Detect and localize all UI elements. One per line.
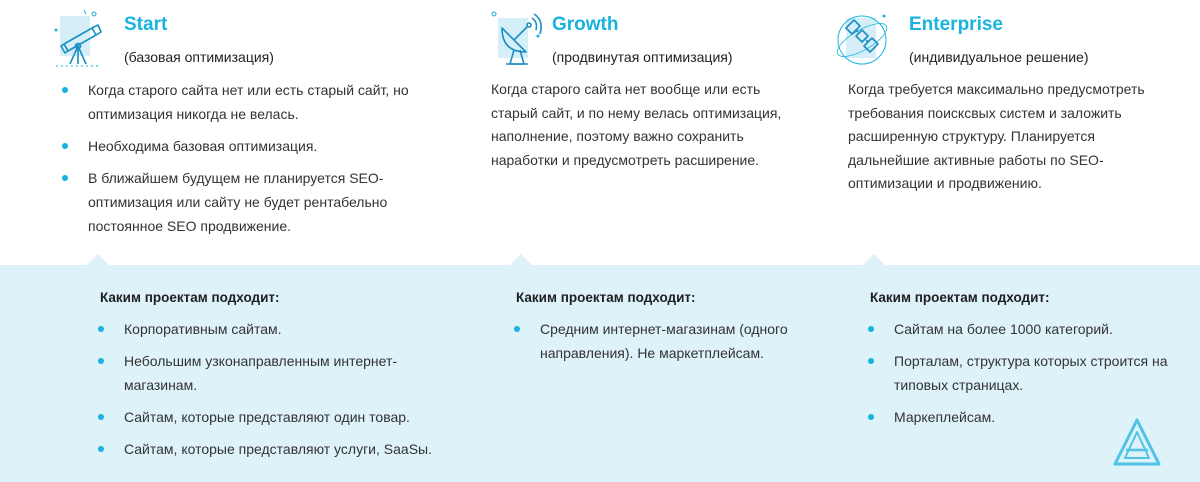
satellite-dish-icon <box>488 6 548 78</box>
plan-enterprise-subtitle: (индивидуальное решение) <box>909 49 1089 65</box>
plan-start-points <box>62 78 442 246</box>
plan-growth-description: Когда старого сайта нет вообще или есть старый сайт, и по нему велась оптимизация, наполнение, поэтому важно сохранить наработки и предусмотреть расширение. <box>491 81 782 168</box>
list-item: Сайтам на более 1000 категорий. <box>868 317 1168 341</box>
list-item: Когда старого сайта нет или есть старый сайт, но оптимизация никогда не велась. <box>62 78 442 126</box>
plan-start-fits <box>98 317 468 469</box>
list-item: Корпоративным сайтам. <box>98 317 468 341</box>
plan-growth-fits <box>514 317 814 373</box>
pointer-notch <box>862 254 886 266</box>
plan-growth-fit-title: Каким проектам подходит: <box>516 290 696 305</box>
plan-start-name: Start <box>124 14 168 35</box>
pointer-notch <box>86 254 110 266</box>
pointer-notch <box>509 254 533 266</box>
triangle-logo-icon <box>1112 416 1162 468</box>
list-item: Порталам, структура которых строится на типовых страницах. <box>868 349 1168 397</box>
list-item: Сайтам, которые представляют услуги, SaaSы. <box>98 437 468 461</box>
list-item: Необходима базовая оптимизация. <box>62 134 442 158</box>
plan-enterprise-name: Enterprise <box>909 14 1003 35</box>
list-item: В ближайшем будущем не планируется SEO-оптимизация или сайту не будет рентабельно постоянное SEO продвижение. <box>62 166 442 238</box>
plan-growth-name: Growth <box>552 14 619 35</box>
satellite-icon <box>832 6 892 78</box>
plan-growth-subtitle: (продвинутая оптимизация) <box>552 49 733 65</box>
list-item: Небольшим узконаправленным интернет-магазинам. <box>98 349 468 397</box>
plan-start-subtitle: (базовая оптимизация) <box>124 49 274 65</box>
telescope-icon <box>48 6 108 78</box>
plan-start-fit-title: Каким проектам подходит: <box>100 290 280 305</box>
list-item: Маркеплейсам. <box>868 405 1168 429</box>
plan-enterprise-description: Когда требуется максимально предусмотреть требования поисксвых систем и заложить расширенную структуру. Планируется дальнейшие активные работы по SEO-оптимизации и продвижению. <box>848 81 1145 191</box>
list-item: Средним интернет-магазинам (одного направления). Не маркетплейсам. <box>514 317 814 365</box>
suitable-projects-panel <box>0 265 1200 482</box>
list-item: Сайтам, которые представляют один товар. <box>98 405 468 429</box>
plan-enterprise-fit-title: Каким проектам подходит: <box>870 290 1050 305</box>
